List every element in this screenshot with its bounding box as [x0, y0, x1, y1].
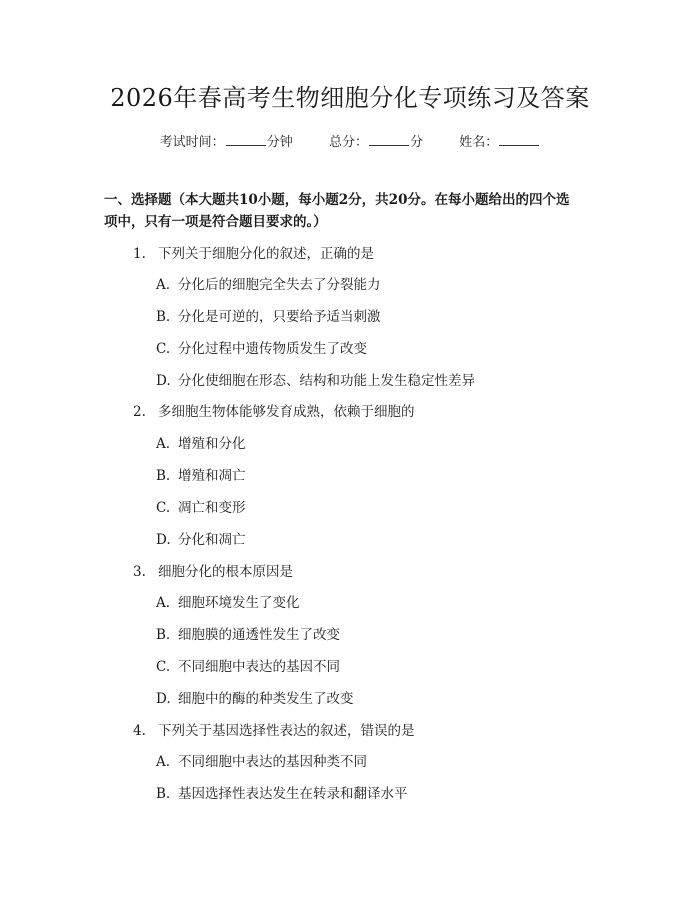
option-letter: B. [156, 468, 171, 484]
option-3b [156, 625, 606, 645]
option-letter: D. [156, 691, 171, 707]
option-text: 凋亡和变形 [178, 500, 246, 516]
exam-time-field [160, 131, 293, 153]
option-text: 分化和凋亡 [178, 532, 246, 548]
question-1 [133, 244, 603, 264]
option-3a [156, 593, 606, 613]
option-text: 细胞膜的通透性发生了改变 [178, 627, 340, 643]
option-letter: A. [156, 754, 171, 770]
option-text: 增殖和分化 [178, 436, 246, 452]
name-field [459, 131, 540, 153]
option-letter: B. [156, 309, 171, 325]
section-heading [104, 189, 604, 233]
total-score-label: 总分： [328, 135, 368, 150]
question-stem: 下列关于基因选择性表达的叙述，错误的是 [158, 723, 415, 739]
option-letter: A. [156, 277, 171, 293]
option-2b [156, 466, 606, 486]
exam-time-blank [226, 131, 266, 146]
question-stem: 多细胞生物体能够发育成熟，依赖于细胞的 [158, 404, 415, 420]
question-number: 4. [133, 723, 146, 739]
option-2d [156, 530, 606, 550]
option-text: 分化过程中遗传物质发生了改变 [178, 341, 367, 357]
option-1a [156, 275, 606, 295]
exam-time-unit: 分钟 [266, 135, 293, 150]
exam-info-line [0, 131, 700, 153]
option-text: 不同细胞中表达的基因种类不同 [178, 754, 367, 770]
total-score-blank [369, 131, 409, 146]
option-1d [156, 371, 606, 391]
option-2a [156, 434, 606, 454]
option-text: 增殖和凋亡 [178, 468, 246, 484]
option-text: 细胞环境发生了变化 [178, 595, 300, 611]
option-letter: C. [156, 500, 171, 516]
page-title: 2026年春高考生物细胞分化专项练习及答案 [110, 84, 590, 112]
name-label: 姓名： [459, 135, 499, 150]
question-stem: 细胞分化的根本原因是 [158, 564, 293, 580]
question-stem: 下列关于细胞分化的叙述，正确的是 [158, 246, 374, 262]
option-3d [156, 689, 606, 709]
question-2 [133, 402, 603, 422]
exam-time-label: 考试时间： [159, 135, 225, 150]
option-letter: B. [156, 786, 171, 802]
option-text: 细胞中的酶的种类发生了改变 [178, 691, 354, 707]
option-letter: C. [156, 659, 171, 675]
option-1c [156, 339, 606, 359]
question-number: 2. [133, 404, 146, 420]
question-3 [133, 562, 603, 582]
option-letter: D. [156, 532, 171, 548]
option-2c [156, 498, 606, 518]
option-letter: C. [156, 341, 171, 357]
option-1b [156, 307, 606, 327]
option-4a [156, 752, 606, 772]
option-letter: D. [156, 373, 171, 389]
option-text: 不同细胞中表达的基因不同 [178, 659, 340, 675]
option-text: 基因选择性表达发生在转录和翻译水平 [178, 786, 408, 802]
total-score-field [329, 131, 423, 153]
question-number: 1. [133, 246, 146, 262]
question-4 [133, 721, 603, 741]
option-text: 分化使细胞在形态、结构和功能上发生稳定性差异 [178, 373, 475, 389]
option-text: 分化后的细胞完全失去了分裂能力 [178, 277, 381, 293]
option-letter: A. [156, 436, 171, 452]
section-heading-line-1: 一、选择题（本大题共10小题，每小题2分，共20分。在每小题给出的四个选 [104, 192, 570, 208]
name-blank [499, 131, 539, 146]
option-3c [156, 657, 606, 677]
question-number: 3. [133, 564, 146, 580]
section-heading-line-2: 项中，只有一项是符合题目要求的。） [104, 214, 327, 230]
option-4b [156, 784, 606, 804]
total-score-unit: 分 [410, 135, 424, 150]
option-text: 分化是可逆的，只要给予适当刺激 [178, 309, 381, 325]
option-letter: B. [156, 627, 171, 643]
option-letter: A. [156, 595, 171, 611]
